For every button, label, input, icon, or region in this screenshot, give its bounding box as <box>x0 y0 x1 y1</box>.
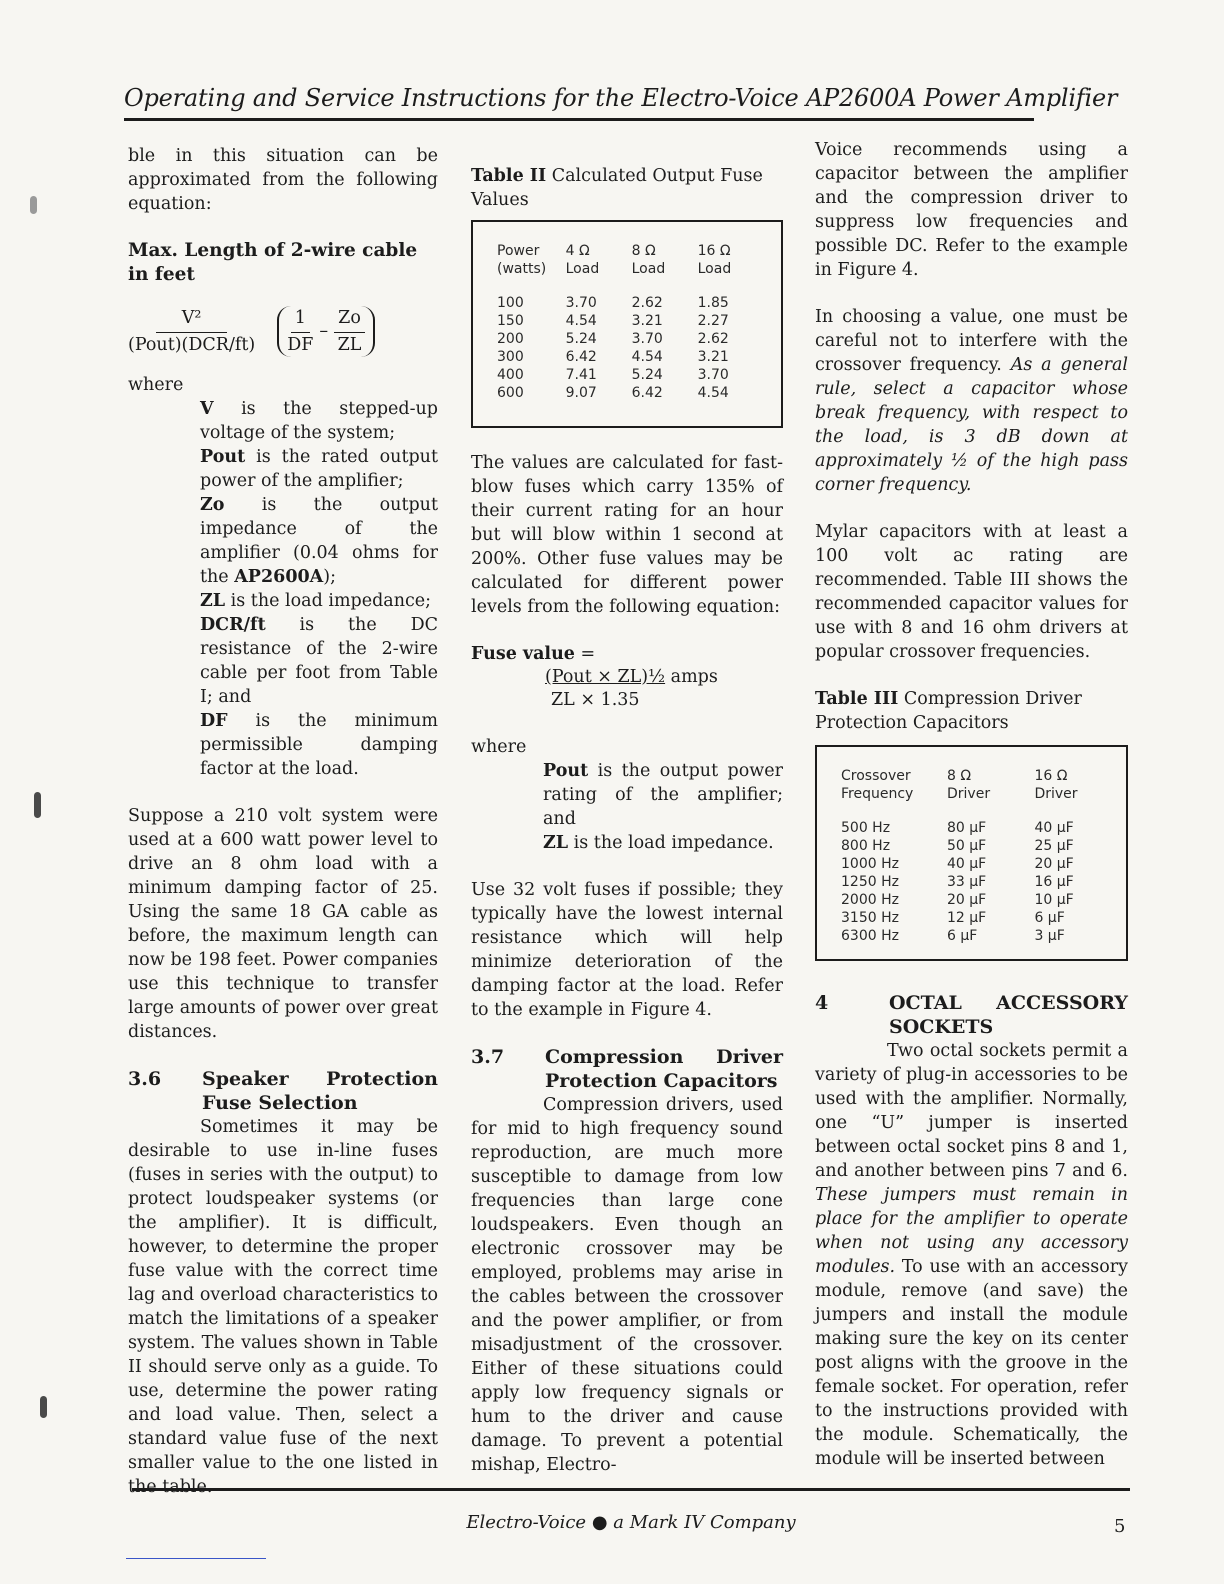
table-row <box>841 927 1106 945</box>
table-cell: 4.54 <box>631 349 663 365</box>
def-zo-close: ); <box>323 567 336 587</box>
table-cell: 33 µF <box>947 874 987 890</box>
section-3-6-number: 3.6 <box>128 1068 162 1090</box>
table-cell: 5.24 <box>565 331 597 347</box>
column-2 <box>471 144 783 1477</box>
suppose-paragraph: Suppose a 210 volt system were used at a 600 watt power level to drive an 8 ohm load with a minimum damping factor of 25. Using the same 18 GA cable as before, the maximum length can now be 198 feet. Power companies use this technique to transfer large amounts of power over great distances. <box>128 806 438 1042</box>
table-3-header-8ohm-l1: 8 Ω <box>947 768 972 784</box>
table-3-header-crossover-l2: Frequency <box>841 786 914 802</box>
page-number: 5 <box>1114 1516 1126 1537</box>
scan-mark <box>34 792 41 818</box>
table-cell: 6 µF <box>1034 910 1065 926</box>
section-3-7-title-line1: Compression Driver <box>545 1046 783 1068</box>
table-cell: 3.70 <box>565 295 597 311</box>
fuse-value-equals: = <box>574 644 596 664</box>
def-dcr-term: DCR/ft <box>200 615 266 635</box>
table-cell: 6.42 <box>631 385 663 401</box>
def-zo-model: AP2600A <box>234 567 324 587</box>
def-df <box>200 709 438 781</box>
table-cell: 16 µF <box>1034 874 1074 890</box>
table-3-header-8ohm-l2: Driver <box>947 786 991 802</box>
section-4-number: 4 <box>815 992 829 1014</box>
table-2-header-power-l2: (watts) <box>497 261 547 277</box>
table-3-header-16ohm-l1: 16 Ω <box>1034 768 1068 784</box>
table-cell: 50 µF <box>947 838 987 854</box>
where-label-2: where <box>471 737 527 757</box>
formula-pout-dcr: (Pout)(DCR/ft) <box>128 334 256 355</box>
fuse-formula-denominator: ZL × 1.35 <box>551 690 640 710</box>
table-3-header-8ohm <box>947 767 1034 803</box>
formula-one: 1 <box>291 306 310 333</box>
def-zo-term: Zo <box>200 495 225 515</box>
fuse-value-label-line <box>471 642 783 666</box>
table-cell: 3.70 <box>697 367 729 383</box>
table-3-header-16ohm <box>1034 767 1106 803</box>
use-32-volt-paragraph: Use 32 volt fuses if possible; they typically have the lowest internal resistance which will help minimize deterioration of the damping factor at the load. Refer to the example in Figure 4. <box>471 880 783 1020</box>
section-4-title <box>889 991 1128 1039</box>
table-2-header-8ohm-l1: 8 Ω <box>631 243 656 259</box>
footer-brand: Electro-Voice <box>466 1512 587 1533</box>
intro-paragraph: ble in this situation can be approximated from the following equation: <box>128 146 438 214</box>
def-zl-term: ZL <box>200 591 226 611</box>
table-cell: 400 <box>497 367 524 383</box>
formula-parenthesis <box>277 306 375 357</box>
table-row <box>841 855 1106 873</box>
table-cell: 9.07 <box>565 385 597 401</box>
table-cell: 150 <box>497 313 524 329</box>
def-zl-2-term: ZL <box>543 833 569 853</box>
def-pout-term: Pout <box>200 447 246 467</box>
section-4-body-part1: Two octal sockets permit a variety of plug-in accessories to be used with the amplifier. Normally, one “U” jumper is inserted between octal socket pins 8 and 1, and another between pins 7 and 6. <box>815 1041 1128 1181</box>
table-row <box>497 294 761 312</box>
table-2-caption-text: Calculated Output Fuse Values <box>471 166 763 210</box>
column-3 <box>815 138 1128 1471</box>
table-cell: 6 µF <box>947 928 978 944</box>
table-cell: 300 <box>497 349 524 365</box>
table-2-header-16ohm-l2: Load <box>697 261 732 277</box>
table-row <box>497 366 761 384</box>
section-4-title-line2: SOCKETS <box>889 1016 994 1038</box>
table-3-header-row <box>841 767 1106 803</box>
table-2-header-16ohm-l1: 16 Ω <box>697 243 731 259</box>
formula-minus: – <box>319 321 329 341</box>
def-v <box>200 397 438 445</box>
table-row <box>841 819 1106 837</box>
table-cell: 3.21 <box>631 313 663 329</box>
table-2-header-4ohm <box>566 242 632 278</box>
table-3-header-crossover-l1: Crossover <box>841 768 911 784</box>
def-v-text: is the stepped-up voltage of the system; <box>200 399 438 443</box>
table-cell: 25 µF <box>1034 838 1074 854</box>
section-3-7-heading <box>471 1045 783 1093</box>
def-pout-2-text: is the output power rating of the amplifier; and <box>543 761 783 829</box>
fuse-formula-amps: amps <box>665 667 718 687</box>
fuse-values-paragraph: The values are calculated for fast-blow fuses which carry 135% of their current rating for an hour but will blow within 1 second at 200%. Other fuse values may be calculated for different power levels from the following equation: <box>471 453 783 617</box>
section-4-body-italic: These jumpers must remain in place for the amplifier to operate when not using any accessory modules. <box>815 1185 1128 1277</box>
table-row <box>497 384 761 402</box>
table-cell: 3.21 <box>697 349 729 365</box>
table-3-label: Table III <box>815 689 899 709</box>
formula-df: DF <box>287 334 314 355</box>
table-cell: 2.27 <box>697 313 729 329</box>
footer-brand-line <box>132 1512 1130 1533</box>
choosing-value-rule: As a general rule, select a capacitor whose break frequency, with respect to the load, is 3 dB down at approximately ½ of the high pass corner frequency. <box>815 355 1128 495</box>
table-row <box>841 891 1106 909</box>
table-cell: 1250 Hz <box>841 874 899 890</box>
section-3-6-body: Sometimes it may be desirable to use in-line fuses (fuses in series with the output) to protect loudspeaker systems (or the amplifier). It is difficult, however, to determine the proper fuse value with the correct time lag and overload characteristics to match the limitations of a speaker system. The values shown in Table II should serve only as a guide. To use, determine the power rating and load value. Then, select a standard value fuse of the next smaller value to the one listed in the table. <box>128 1117 438 1497</box>
table-cell: 20 µF <box>947 892 987 908</box>
formula-zo-over-zl <box>334 306 365 357</box>
section-4-body <box>815 1039 1128 1471</box>
section-3-6-title-line2: Fuse Selection <box>202 1092 358 1114</box>
table-2-header-power <box>497 242 566 278</box>
section-3-6-heading <box>128 1067 438 1115</box>
table-2-label: Table II <box>471 166 547 186</box>
section-4-title-line1: OCTAL ACCESSORY <box>889 992 1128 1014</box>
def-zo <box>200 493 438 589</box>
section-3-6-title <box>202 1067 438 1115</box>
table-cell: 7.41 <box>565 367 597 383</box>
table-2-header-4ohm-l1: 4 Ω <box>565 243 590 259</box>
table-3-header-crossover <box>841 767 947 803</box>
def-df-text: is the minimum permissible damping factor at the load. <box>200 711 438 779</box>
formula-v-squared: V² <box>156 306 228 333</box>
table-cell: 500 Hz <box>841 820 891 836</box>
table-cell: 3150 Hz <box>841 910 899 926</box>
table-cell: 100 <box>497 295 524 311</box>
mylar-paragraph: Mylar capacitors with at least a 100 volt ac rating are recommended. Table III shows the recommended capacitor values for use with 8 and 16 ohm drivers at popular crossover frequencies. <box>815 522 1128 662</box>
scan-mark <box>40 1396 47 1418</box>
table-cell: 2000 Hz <box>841 892 899 908</box>
def-df-term: DF <box>200 711 228 731</box>
table-row <box>841 873 1106 891</box>
section-3-7-body: Compression drivers, used for mid to high frequency sound reproduction, are much more susceptible to damage from low frequencies than large cone loudspeakers. Even though an electronic crossover may be employed, problems may arise in the cables between the crossover and the power amplifier, or from misadjustment of the crossover. Either of these situations could apply low frequency signals or hum to the driver and cause damage. To prevent a potential mishap, Electro- <box>471 1095 783 1475</box>
table-cell: 40 µF <box>947 856 987 872</box>
table-row <box>841 909 1106 927</box>
section-4-body-part2: To use with an accessory module, remove (and save) the jumpers and install the module making sure the key on its center post aligns with the groove in the female socket. For operation, refer to the instructions provided with the module. Schematically, the module will be inserted between <box>815 1257 1128 1469</box>
link-underline <box>126 1558 266 1559</box>
definitions-list <box>200 397 438 781</box>
fuse-formula-numerator-line <box>545 666 783 689</box>
def-pout <box>200 445 438 493</box>
scan-mark <box>30 196 37 214</box>
def-dcr-text: is the DC resistance of the 2-wire cable per foot from Table I; and <box>200 615 438 707</box>
table-cell: 6300 Hz <box>841 928 899 944</box>
table-cell: 20 µF <box>1034 856 1074 872</box>
table-cell: 1000 Hz <box>841 856 899 872</box>
table-cell: 3 µF <box>1034 928 1065 944</box>
formula-zl: ZL <box>337 334 362 355</box>
table-row <box>497 330 761 348</box>
table-cell: 4.54 <box>697 385 729 401</box>
footer-rule <box>132 1488 1130 1491</box>
def-zl <box>200 589 438 613</box>
table-cell: 80 µF <box>947 820 987 836</box>
where-label: where <box>128 375 184 395</box>
table-3 <box>815 745 1128 961</box>
table-2-header-power-l1: Power <box>497 243 540 259</box>
def-v-term: V <box>200 399 214 419</box>
table-3-caption-text: Compression Driver Protection Capacitors <box>815 689 1082 733</box>
formula-main-fraction <box>128 306 255 357</box>
choosing-value-paragraph <box>815 305 1128 497</box>
page-header: Operating and Service Instructions for the Electro-Voice AP2600A Power Amplifier <box>124 84 1034 121</box>
table-row <box>497 312 761 330</box>
footer-company: a Mark IV Company <box>613 1512 796 1533</box>
fuse-definitions <box>543 759 783 855</box>
table-row <box>841 837 1106 855</box>
table-cell: 12 µF <box>947 910 987 926</box>
table-2-header-16ohm <box>698 242 761 278</box>
fuse-value-label: Fuse value <box>471 644 575 664</box>
table-2-header-row <box>497 242 761 278</box>
max-length-heading: Max. Length of 2-wire cable in feet <box>128 240 418 285</box>
table-cell: 1.85 <box>697 295 729 311</box>
section-3-7-title <box>545 1045 783 1093</box>
cable-length-formula <box>128 301 438 361</box>
table-cell: 3.70 <box>631 331 663 347</box>
table-row <box>497 348 761 366</box>
formula-one-over-df <box>287 306 313 357</box>
def-zl-text: is the load impedance; <box>225 591 432 611</box>
table-cell: 800 Hz <box>841 838 891 854</box>
def-pout-2 <box>543 759 783 831</box>
def-pout-2-term: Pout <box>543 761 589 781</box>
table-2 <box>471 220 783 428</box>
def-pout-text: is the rated output power of the amplifier; <box>200 447 438 491</box>
table-cell: 6.42 <box>565 349 597 365</box>
table-cell: 40 µF <box>1034 820 1074 836</box>
table-2-header-4ohm-l2: Load <box>565 261 600 277</box>
table-cell: 10 µF <box>1034 892 1074 908</box>
def-dcr <box>200 613 438 709</box>
table-2-header-8ohm <box>632 242 698 278</box>
table-cell: 600 <box>497 385 524 401</box>
section-4-heading <box>815 991 1128 1039</box>
table-cell: 2.62 <box>697 331 729 347</box>
table-cell: 5.24 <box>631 367 663 383</box>
formula-zo: Zo <box>334 306 365 333</box>
def-zo-text: is the output impedance of the amplifier (0.04 ohms for the <box>200 495 438 587</box>
fuse-formula-numerator: (Pout × ZL)½ <box>545 667 666 687</box>
column-1 <box>128 144 438 1499</box>
fuse-formula <box>545 666 783 712</box>
table-3-header-16ohm-l2: Driver <box>1034 786 1078 802</box>
table-2-header-8ohm-l2: Load <box>631 261 666 277</box>
table-cell: 200 <box>497 331 524 347</box>
choosing-value-text: In choosing a value, one must be careful not to interfere with the crossover frequency. <box>815 307 1128 375</box>
def-zl-2-text: is the load impedance. <box>568 833 774 853</box>
footer-bullet: ● <box>591 1512 608 1533</box>
capacitor-recommend-paragraph: Voice recommends using a capacitor between the amplifier and the compression driver to suppress low frequencies and possible DC. Refer to the example in Figure 4. <box>815 140 1128 280</box>
table-cell: 2.62 <box>631 295 663 311</box>
section-3-6-title-line1: Speaker Protection <box>202 1068 438 1090</box>
def-zl-2 <box>543 831 783 855</box>
table-2-caption <box>471 164 783 212</box>
table-3-caption <box>815 687 1128 735</box>
table-cell: 4.54 <box>565 313 597 329</box>
section-3-7-number: 3.7 <box>471 1046 505 1068</box>
section-3-7-title-line2: Protection Capacitors <box>545 1070 778 1092</box>
